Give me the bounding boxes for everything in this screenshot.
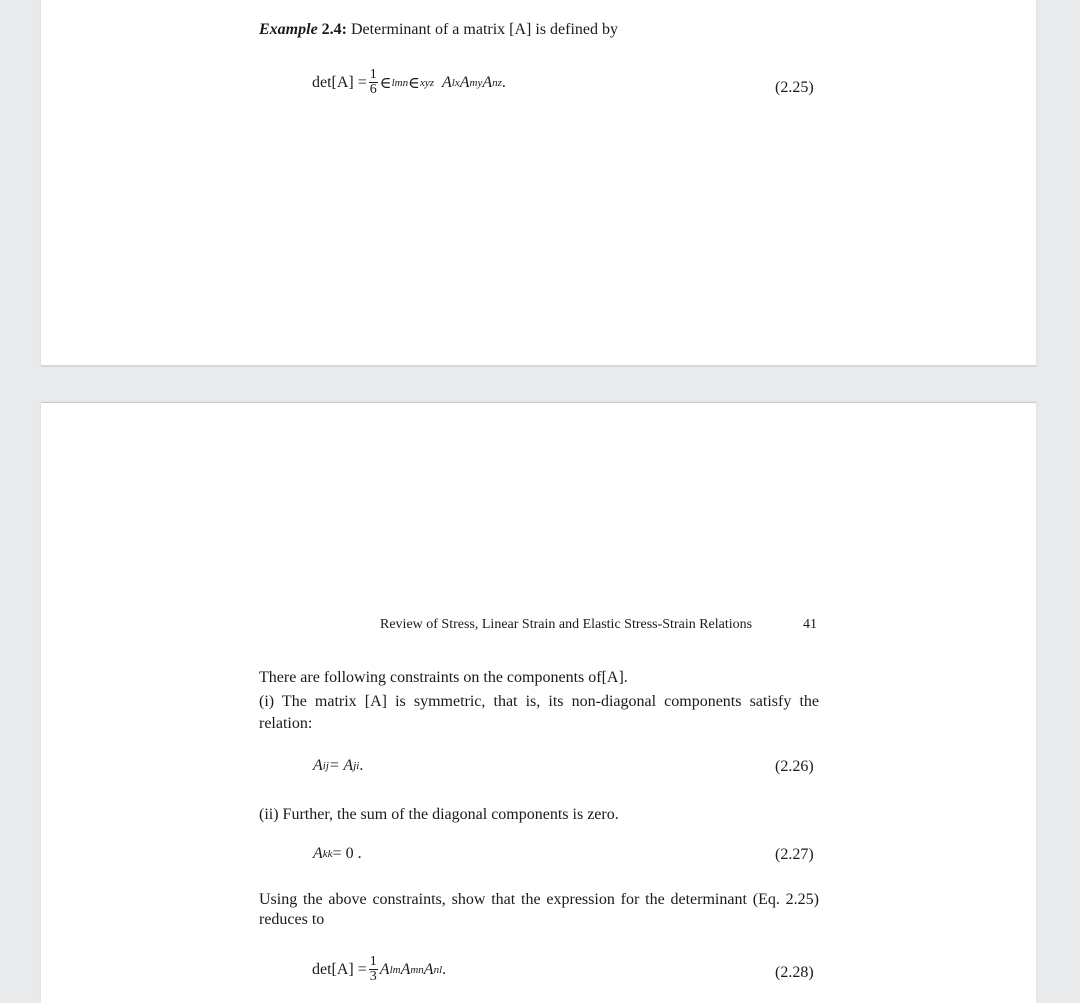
equation-2-26: A ij = A ji . xyxy=(313,757,364,774)
eq-2-26-number: (2.26) xyxy=(775,758,814,775)
equation-2-28: det[A] = $\frac{1}{3}$ A lm A mn A nl . xyxy=(312,954,447,984)
eq-2-28-end: . xyxy=(442,960,447,978)
eq-2-27-number: (2.27) xyxy=(775,846,814,863)
eq-2-25-epsilon-2: ∈ xyxy=(408,74,420,92)
eq-2-26-a-1: A xyxy=(313,757,323,774)
eq-2-28-denominator: 3 xyxy=(369,969,377,984)
eq-2-26-mid: = A xyxy=(328,757,354,774)
example-heading xyxy=(259,19,618,41)
eq-2-25-a-2: A xyxy=(459,73,470,91)
eq-2-25-epsilon-1: ∈ xyxy=(379,74,392,92)
eq-2-25-number: (2.25) xyxy=(775,79,814,96)
running-header-page-number: 41 xyxy=(803,617,817,632)
eq-2-28-fraction xyxy=(369,955,378,984)
eq-2-28-numerator: 1 xyxy=(369,954,377,969)
eq-2-28-number: (2.28) xyxy=(775,964,814,981)
eq-2-25-fraction xyxy=(369,68,378,97)
eq-2-25-numerator: 1 xyxy=(369,67,377,82)
eq-2-28-lhs: det[A] = xyxy=(312,960,367,978)
eq-2-28-a-2: A xyxy=(400,960,411,978)
eq-2-25-denominator: 6 xyxy=(369,82,377,97)
equation-2-25: det[A] = $\frac{1}{6}$ ∈ lmn ∈ xyz A lx A my A nz . xyxy=(312,67,506,97)
paragraph-show-that: Using the above constraints, show that the expression for the determinant (Eq. 2.25) reduces to xyxy=(259,891,819,928)
example-text: Determinant of a matrix [A] is defined by xyxy=(351,21,619,38)
eq-2-27-a: A xyxy=(313,845,323,862)
eq-2-27-rest: = 0 . xyxy=(332,845,362,862)
page-separator xyxy=(41,366,1036,367)
eq-2-25-a-3: A xyxy=(482,73,493,91)
eq-2-28-a-3: A xyxy=(423,960,434,978)
eq-2-25-lhs: det[A] = xyxy=(312,73,367,91)
paragraph-diagonal: (ii) Further, the sum of the diagonal components is zero. xyxy=(259,806,619,823)
paragraph-constraints: There are following constraints on the components of[A]. xyxy=(259,669,628,686)
eq-2-25-a-1: A xyxy=(442,73,452,91)
eq-2-28-a-1: A xyxy=(379,960,390,978)
example-label: Example xyxy=(259,21,318,38)
equation-2-27: A kk = 0 . xyxy=(313,845,362,862)
example-number: 2.4: xyxy=(321,21,347,38)
eq-2-26-end: . xyxy=(359,757,364,774)
eq-2-25-end: . xyxy=(501,73,506,91)
paragraph-symmetric: (i) The matrix [A] is symmetric, that is, its non-diagonal components satisfy the relation: xyxy=(259,693,819,732)
page-upper xyxy=(41,0,1036,365)
running-header-title: Review of Stress, Linear Strain and Elastic Stress-Strain Relations xyxy=(380,617,753,632)
